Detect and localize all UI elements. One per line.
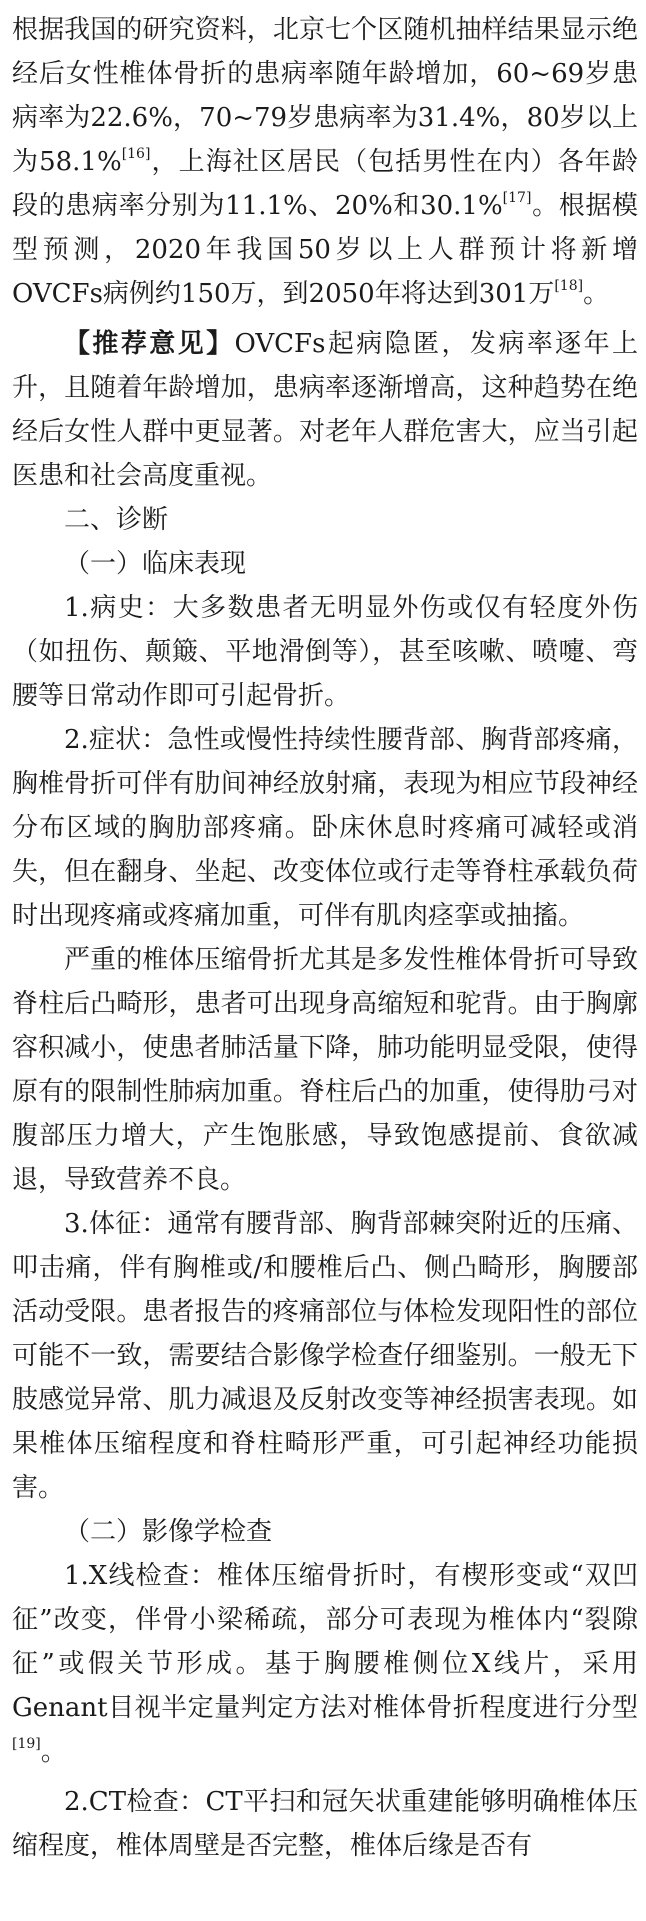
heading-imaging: （二）影像学检查 [64, 1517, 273, 1547]
paragraph-history: 1.病史：大多数患者无明显外伤或仅有轻度外伤（如扭伤、颠簸、平地滑倒等），甚至咳嗽、喷嚏、弯腰等日常动作即可引起骨折。 [12, 593, 638, 711]
xray-end: 。 [40, 1737, 67, 1767]
citation-17: [17] [502, 190, 532, 206]
paragraph-ct: 2.CT检查：CT平扫和冠矢状重建能够明确椎体压缩程度，椎体周壁是否完整，椎体后缘是否有 [12, 1787, 638, 1861]
heading-clinical: （一）临床表现 [64, 549, 247, 579]
text-prediction: 。根据模型预测，2020年我国50岁以上人群预计将新增OVCFs病例约150万，到2050年将达到301万 [12, 191, 638, 309]
recommendation-label: 【推荐意见】 [64, 329, 235, 359]
citation-16: [16] [121, 146, 151, 162]
heading-diagnosis: 二、诊断 [64, 505, 169, 535]
citation-19: [19] [12, 1736, 41, 1752]
text-prevalence-shanghai: ，上海社区居民（包括男性在内）各年龄段的患病率分别为11.1%、20%和30.1% [12, 147, 638, 221]
paragraph-prevalence [12, 8, 638, 316]
text-period: 。 [583, 279, 610, 309]
xray-text: 1.X线检查：椎体压缩骨折时，有楔形变或“双凹征”改变，伴骨小梁稀疏，部分可表现为椎体内“裂隙征”或假关节形成。基于胸腰椎侧位X线片，采用Genant目视半定量判定方法对椎体骨折程度进行分型 [12, 1561, 638, 1723]
paragraph-symptoms: 2.症状：急性或慢性持续性腰背部、胸背部疼痛，胸椎骨折可伴有肋间神经放射痛，表现为相应节段神经分布区域的胸肋部疼痛。卧床休息时疼痛可减轻或消失，但在翻身、坐起、改变体位或行走等脊柱承载负荷时出现疼痛或疼痛加重，可伴有肌肉痉挛或抽搐。 [12, 725, 638, 931]
citation-18: [18] [554, 278, 584, 294]
paragraph-recommendation [12, 322, 638, 498]
paragraph-xray [12, 1554, 638, 1774]
text-prevalence-beijing: 根据我国的研究资料，北京七个区随机抽样结果显示绝经后女性椎体骨折的患病率随年龄增加，60~69岁患病率为22.6%，70~79岁患病率为31.4%，80岁以上为58.1% [12, 15, 638, 177]
paragraph-severe: 严重的椎体压缩骨折尤其是多发性椎体骨折可导致脊柱后凸畸形，患者可出现身高缩短和驼背。由于胸廓容积减小，使患者肺活量下降，肺功能明显受限，使得原有的限制性肺病加重。脊柱后凸的加重，使得肋弓对腹部压力增大，产生饱胀感，导致饱感提前、食欲减退，导致营养不良。 [12, 945, 638, 1195]
paragraph-signs: 3.体征：通常有腰背部、胸背部棘突附近的压痛、叩击痛，伴有胸椎或/和腰椎后凸、侧凸畸形，胸腰部活动受限。患者报告的疼痛部位与体检发现阳性的部位可能不一致，需要结合影像学检查仔细鉴别。一般无下肢感觉异常、肌力减退及反射改变等神经损害表现。如果椎体压缩程度和脊柱畸形严重，可引起神经功能损害。 [12, 1209, 638, 1503]
recommendation-text: OVCFs起病隐匿，发病率逐年上升，且随着年龄增加，患病率逐渐增高，这种趋势在绝经后女性人群中更显著。对老年人群危害大，应当引起医患和社会高度重视。 [12, 329, 638, 491]
